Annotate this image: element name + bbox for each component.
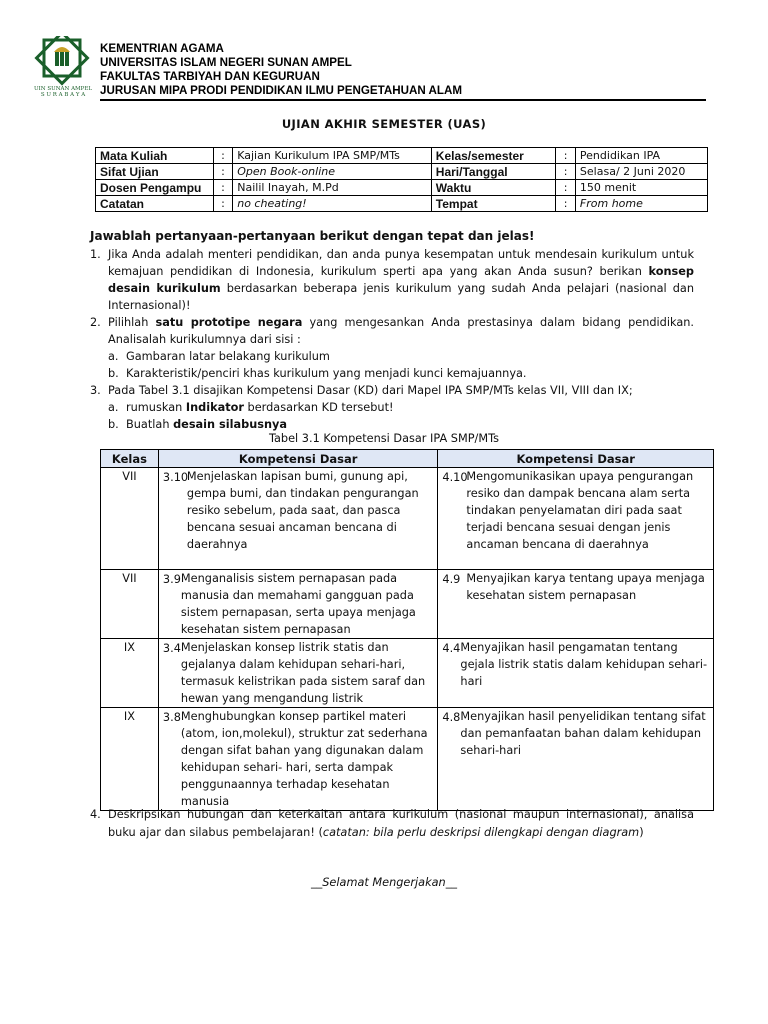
question-text: yang mengesankan Anda prestasinya dalam bidang pendidikan. Analisalah kurikulumnya dari sisi : [108,316,694,346]
header-divider [100,99,706,101]
kd-code: 3.4 [162,642,181,655]
question-bold: konsep desain kurikulum [108,265,694,295]
kelas-cell: IX [101,708,159,811]
table-row [96,164,708,180]
info-label: Dosen Pengampu [96,180,214,196]
letterhead [30,36,706,102]
question-3 [90,382,694,399]
info-label: Tempat [431,196,556,212]
sub-item [108,348,330,365]
table-caption: Tabel 3.1 Kompetensi Dasar IPA SMP/MTs [268,432,499,445]
question-text: Deskripsikan hubungan dan keterkaitan antara kurikulum (nasional maupun internasional), analisa buku ajar dan silabus pembelajaran! ( [108,808,694,839]
question-4 [90,806,694,842]
question-number: 1. [90,248,101,261]
question-text: Jika Anda adalah menteri pendidikan, dan anda punya kesempatan untuk mendesain kurikulum untuk kemajuan pendidikan di Indonesia, kurikulum sperti apa yang akan Anda susun? berikan [108,248,694,278]
table-row [96,180,708,196]
institution-block [100,42,462,98]
competency-table [100,449,714,811]
kd-code: 4.10 [442,471,468,484]
sub-text: Buatlah [126,418,174,431]
kd-text: Menjelaskan lapisan bumi, gunung api, gempa bumi, dan tindakan pengurangan resiko sebelum, pada saat, dan pasca bencana sesuai ancaman bencana di daerahnya [186,470,419,551]
info-label: Hari/Tanggal [431,164,556,180]
question-text: ) [639,826,644,839]
sub-bold: Indikator [185,401,244,414]
info-colon: : [213,196,233,212]
kd-cell [438,468,714,570]
info-colon: : [556,196,576,212]
info-value: 150 menit [575,180,707,196]
logo-caption-line1: UIN SUNAN AMPEL [33,86,93,92]
kd-cell [158,708,437,811]
sub-text: Gambaran latar belakang kurikulum [126,350,330,363]
kd-cell [158,468,437,570]
kd-text: Menganalisis sistem pernapasan pada manusia dan memahami gangguan pada sistem pernapasan, serta upaya menjaga kesehatan sistem pernapasan [180,572,416,636]
sub-marker: a. [108,350,119,363]
kd-code: 3.10 [162,471,189,484]
sub-item [108,365,527,382]
question-bold: satu prototipe negara [155,316,303,329]
kd-text: Mengomunikasikan upaya pengurangan resiko dan dampak bencana alam serta tindakan penyelamatan diri pada saat terjadi bencana sesuai dengan jenis ancaman bencana di daerahnya [466,470,694,551]
sub-marker: b. [108,418,119,431]
ministry-name: KEMENTRIAN AGAMA [100,42,224,55]
table-row [101,639,714,708]
kd-text: Menyajikan karya tentang upaya menjaga kesehatan sistem pernapasan [466,572,705,602]
table-header-row [101,450,714,468]
column-header: Kompetensi Dasar [158,450,437,468]
info-label: Catatan [96,196,214,212]
info-value: Kajian Kurikulum IPA SMP/MTs [233,148,432,164]
sub-bold: desain silabusnya [173,418,287,431]
info-colon: : [213,148,233,164]
instruction-text: Jawablah pertanyaan-pertanyaan berikut dengan tepat dan jelas! [90,229,535,243]
question-body [108,806,694,842]
kd-cell [158,639,437,708]
question-2 [90,314,694,348]
kd-text: Menyajikan hasil pengamatan tentang gejala listrik statis dalam kehidupan sehari-hari [460,641,708,688]
kd-text: Menyajikan hasil penyelidikan tentang sifat dan pemanfaatan bahan dalam kehidupan sehari-hari [460,710,706,757]
column-header: Kelas [101,450,159,468]
uinsa-logo-icon [30,36,94,102]
kd-code: 3.9 [162,573,181,586]
faculty-name: FAKULTAS TARBIYAH DAN KEGURUAN [100,70,320,83]
kd-text: Menjelaskan konsep listrik statis dan gejalanya dalam kehidupan sehari-hari, termasuk kelistrikan pada sistem saraf dan hewan yang mengandung listrik [180,641,426,705]
exam-title: UJIAN AKHIR SEMESTER (UAS) [281,117,487,131]
kd-code: 4.8 [442,711,461,724]
sub-text: berdasarkan KD tersebut! [243,401,394,414]
info-colon: : [213,180,233,196]
question-body [108,246,694,314]
sub-item [108,399,394,416]
kd-cell [438,708,714,811]
table-row [101,468,714,570]
kelas-cell: IX [101,639,159,708]
kd-text: Menghubungkan konsep partikel materi (atom, ion,molekul), struktur zat sederhana dengan sifat bahan yang digunakan dalam kehidupan sehari- hari, serta dampak penggunaannya terhadap kesehatan manusia [180,710,428,808]
sub-marker: b. [108,367,119,380]
kd-cell [438,570,714,639]
sub-text: Karakteristik/penciri khas kurikulum yang menjadi kunci kemajuannya. [126,367,527,380]
question-number: 3. [90,384,101,397]
department-name: JURUSAN MIPA PRODI PENDIDIKAN ILMU PENGETAHUAN ALAM [100,84,462,97]
info-label: Sifat Ujian [96,164,214,180]
info-value: Pendidikan IPA [575,148,707,164]
question-text: berdasarkan beberapa jenis kurikulum yang sudah Anda pelajari (nasional dan Internasional)! [108,282,694,312]
info-label: Kelas/semester [431,148,556,164]
info-colon: : [213,164,233,180]
info-label: Mata Kuliah [96,148,214,164]
university-name: UNIVERSITAS ISLAM NEGERI SUNAN AMPEL [100,56,352,69]
logo-caption-line2: S U R A B A Y A [40,92,86,98]
question-1 [90,246,694,314]
kd-cell [158,570,437,639]
sub-text: rumuskan [126,401,186,414]
question-body: Pada Tabel 3.1 disajikan Kompetensi Dasar (KD) dari Mapel IPA SMP/MTs kelas VII, VIII dan IX; [108,384,633,397]
question-text: Pilihlah [108,316,156,329]
table-row [96,196,708,212]
kd-cell [438,639,714,708]
info-value: no cheating! [233,196,432,212]
question-number: 2. [90,316,101,329]
info-value: Selasa/ 2 Juni 2020 [575,164,707,180]
exam-info-table [95,147,708,212]
sub-marker: a. [108,401,119,414]
column-header: Kompetensi Dasar [438,450,714,468]
info-value: Open Book-online [233,164,432,180]
kd-code: 4.4 [442,642,461,655]
info-value: Nailil Inayah, M.Pd [233,180,432,196]
info-label: Waktu [431,180,556,196]
kd-code: 4.9 [442,573,461,586]
kelas-cell: VII [101,468,159,570]
info-value: From home [575,196,707,212]
info-colon: : [556,148,576,164]
question-number: 4. [90,808,101,821]
table-row [96,148,708,164]
table-row [101,708,714,811]
sub-item [108,416,287,433]
question-body [108,314,694,348]
table-row [101,570,714,639]
question-note: catatan: bila perlu deskripsi dilengkapi dengan diagram [322,826,640,839]
info-colon: : [556,180,576,196]
kelas-cell: VII [101,570,159,639]
info-colon: : [556,164,576,180]
closing-message: __Selamat Mengerjakan__ [310,876,458,889]
kd-code: 3.8 [162,711,181,724]
